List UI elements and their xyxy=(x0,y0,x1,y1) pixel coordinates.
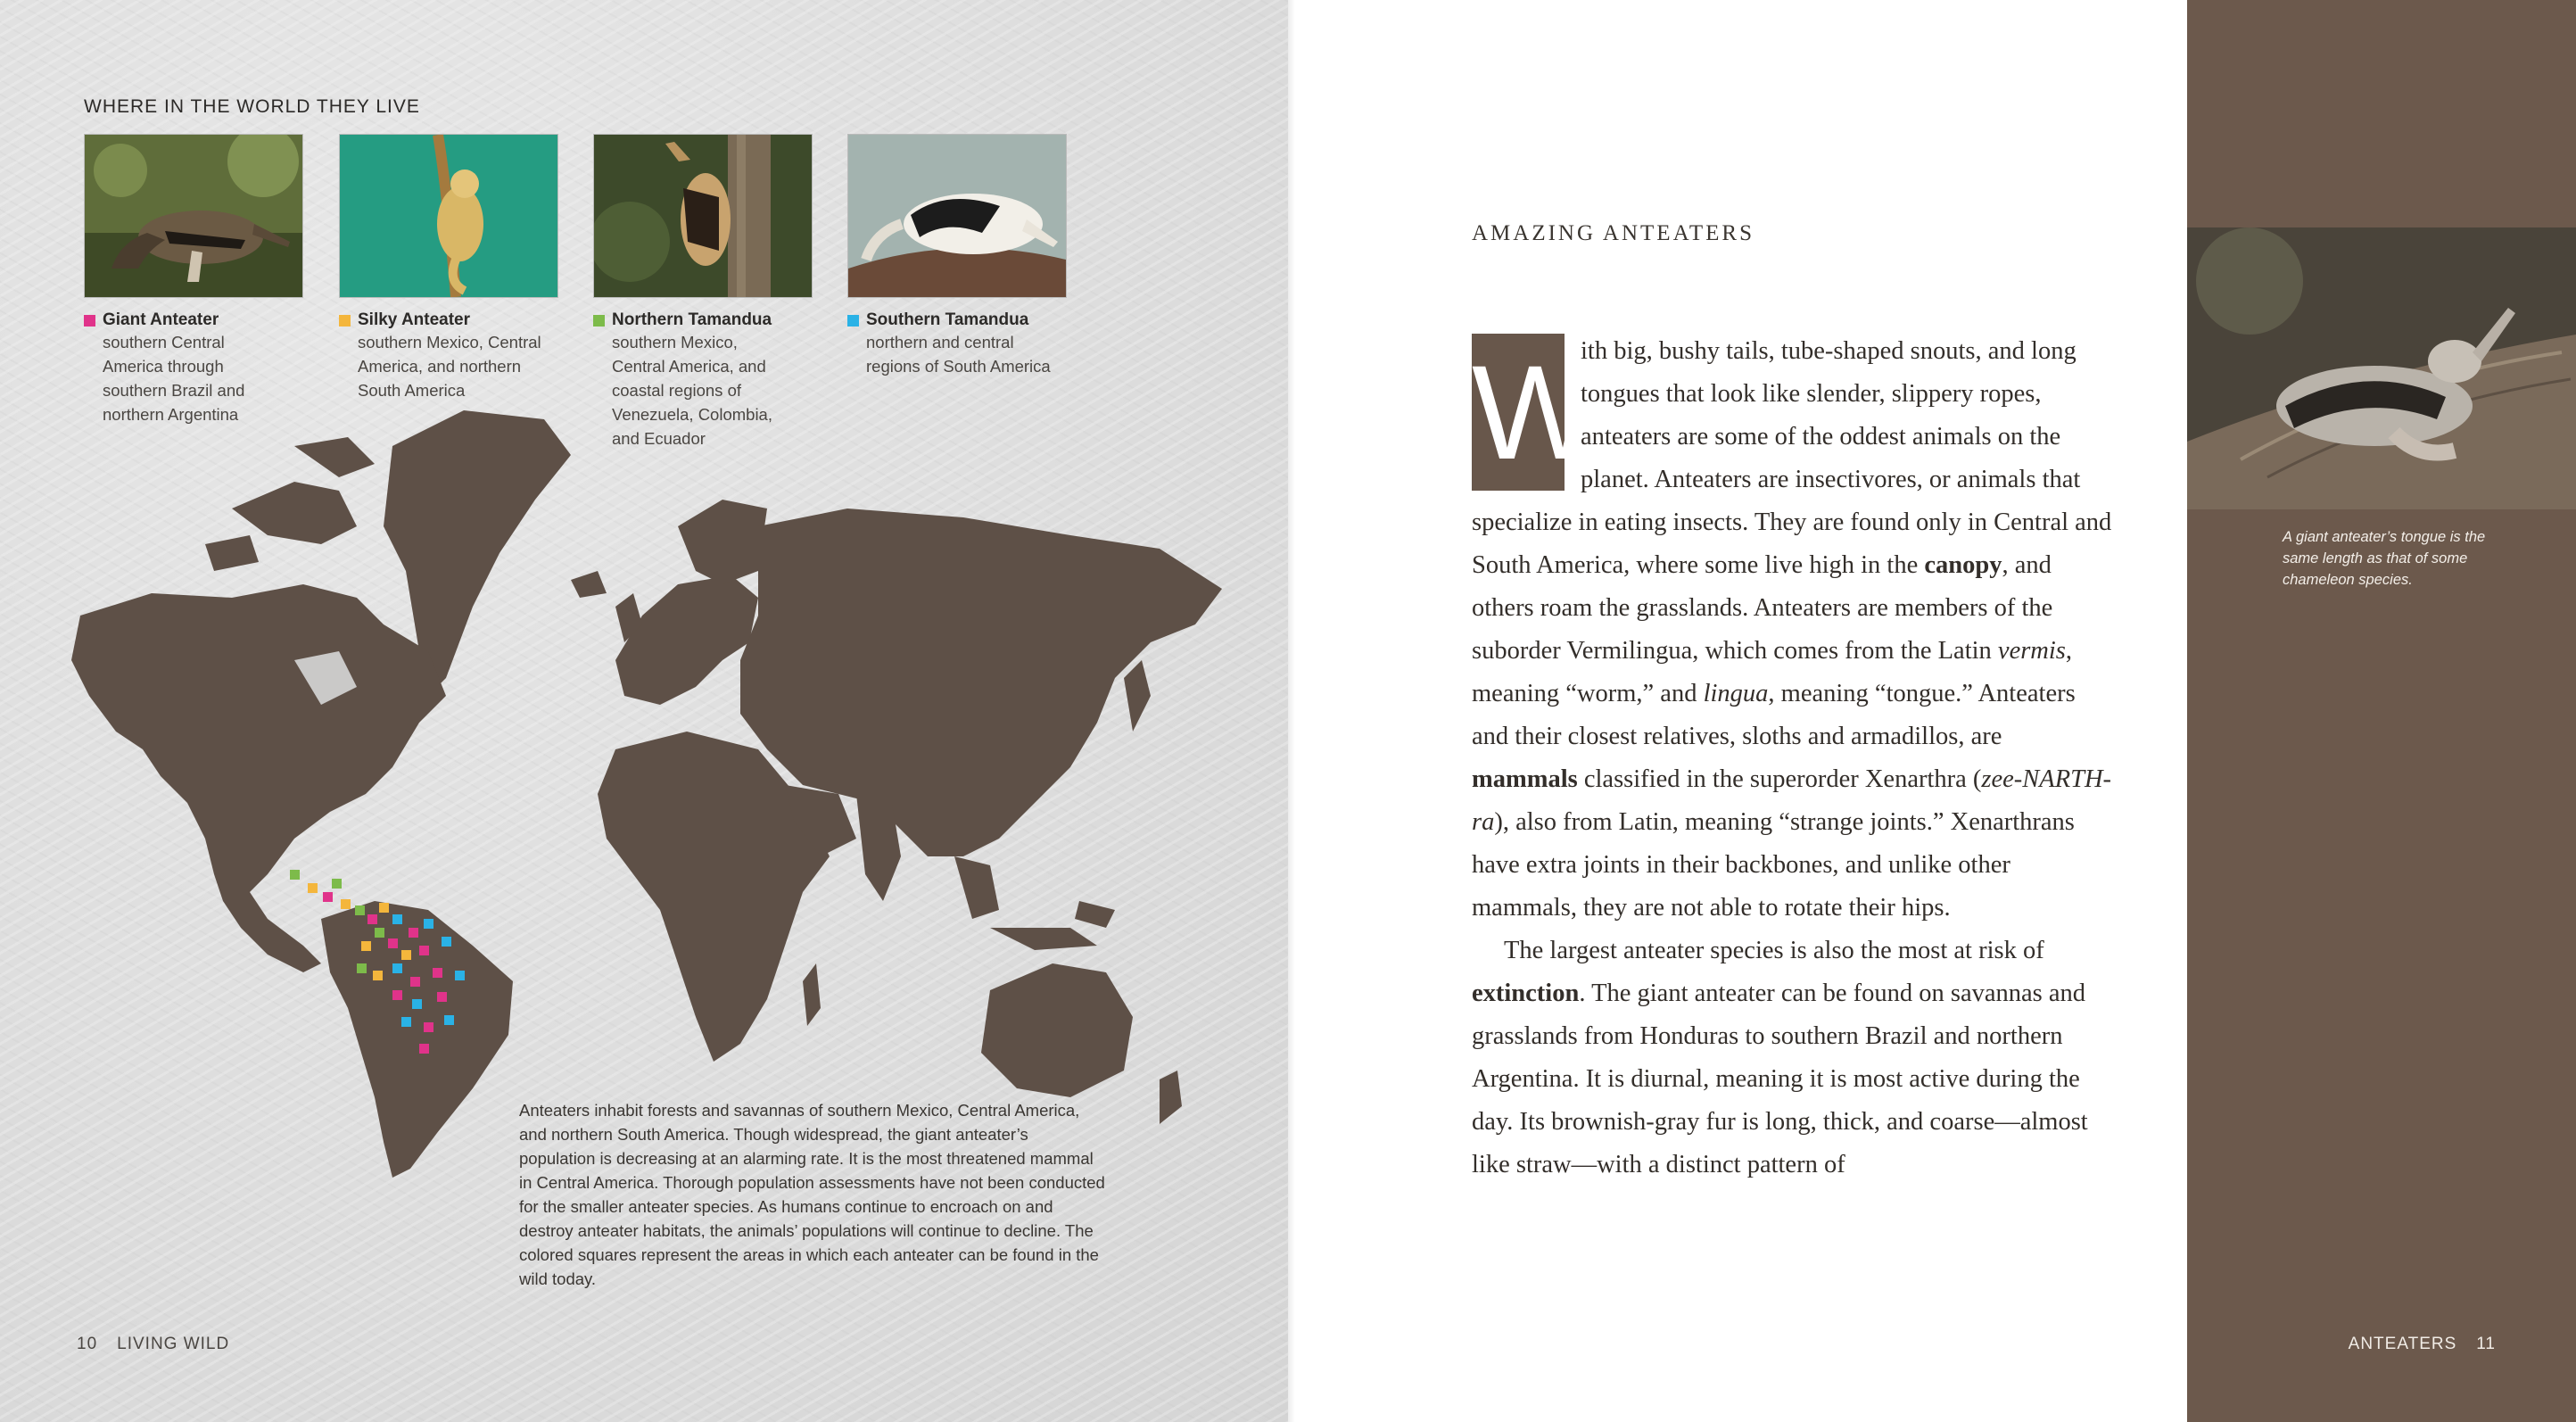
species-name: Silky Anteater xyxy=(358,310,471,329)
species-name: Giant Anteater xyxy=(103,310,219,329)
species-range: southern Mexico, Central America, and northern South America xyxy=(358,333,541,400)
page-number: 11 xyxy=(2476,1335,2496,1353)
page-number: 10 xyxy=(77,1335,98,1353)
folio-left xyxy=(77,1335,249,1354)
species-giant-anteater xyxy=(84,134,305,426)
series-name: LIVING WILD xyxy=(117,1335,230,1353)
europe xyxy=(615,575,758,705)
sidebar xyxy=(2187,0,2576,1422)
baby-anteater-photo xyxy=(2187,227,2576,509)
northern-tamandua-photo xyxy=(593,134,813,298)
paragraph-2: The largest anteater species is also the most at risk of extinction. The giant anteater can be found on savannas and grasslands from Honduras to southern Brazil and northern Argentina. It is diurnal, meaning it is most active during the day. Its brownish-gray fur is long, thick, and coarse—almost like straw—with a distinct pattern of xyxy=(1472,937,2088,1178)
giant-anteater-photo xyxy=(84,134,303,298)
map-caption: Anteaters inhabit forests and savannas of southern Mexico, Central America, and northern South America. Though widespread, the giant anteater’s population is decreasing at an alarming rate. It is the most threatened mammal in Central America. Thorough population assessments have not been conducted for the smaller anteater species. As humans continue to encroach on and destroy anteater habitats, the animals’ populations will continue to decline. The colored squares represent the areas in which each anteater can be found in the wild today. xyxy=(519,1101,1105,1288)
body-text xyxy=(1472,330,2114,1186)
species-range: southern Central America through southern Brazil and northern Argentina xyxy=(103,333,245,424)
species-name: Southern Tamandua xyxy=(866,310,1029,329)
world-map xyxy=(0,393,1288,1195)
giant-anteater-swatch xyxy=(84,315,95,327)
silky-anteater-photo xyxy=(339,134,558,298)
species-range: southern Mexico, Central America, and coastal regions of Venezuela, Colombia, and Ecuador xyxy=(612,333,772,448)
right-page xyxy=(1288,0,2576,1422)
species-name: Northern Tamandua xyxy=(612,310,772,329)
arctic-islands xyxy=(232,482,357,544)
chapter-title: AMAZING ANTEATERS xyxy=(1472,221,1754,245)
species-silky-anteater xyxy=(339,134,560,402)
sidebar-caption: A giant anteater’s tongue is the same length as that of some chameleon species. xyxy=(2283,529,2486,588)
southern-tamandua-photo xyxy=(847,134,1067,298)
spine-shadow xyxy=(1288,0,1295,1422)
folio-right xyxy=(2329,1335,2496,1354)
silky-anteater-swatch xyxy=(339,315,351,327)
paragraph-1: W ith big, bushy tails, tube-shaped snouts, and long tongues that look like slender, slippery ropes, anteaters are some of the oddest animals on the planet. Anteaters are insectivores, or animals that specialize in eating insects. They are found only in Central and South America, where some live high in the canopy, and others roam the grasslands. Anteaters are members of the suborder Vermilingua, which comes from the Latin vermis, meaning “worm,” and lingua, meaning “tongue.” Anteaters and their closest relatives, sloths and armadillos, are mammals classified in the superorder Xenarthra (zee-NARTH-ra), also from Latin, meaning “strange joints.” Xenarthrans have extra joints in their backbones, and unlike other mammals, they are not able to rotate their hips. xyxy=(1472,330,2114,930)
northern-tamandua-swatch xyxy=(593,315,605,327)
drop-cap: W xyxy=(1472,334,1565,491)
africa xyxy=(598,732,830,1062)
section-title: WHERE IN THE WORLD THEY LIVE xyxy=(84,96,420,117)
south-america xyxy=(321,901,513,1178)
australia xyxy=(981,963,1133,1097)
southern-tamandua-swatch xyxy=(847,315,859,327)
species-southern-tamandua xyxy=(847,134,1069,378)
species-range: northern and central regions of South America xyxy=(866,333,1051,376)
book-title: ANTEATERS xyxy=(2348,1335,2457,1353)
